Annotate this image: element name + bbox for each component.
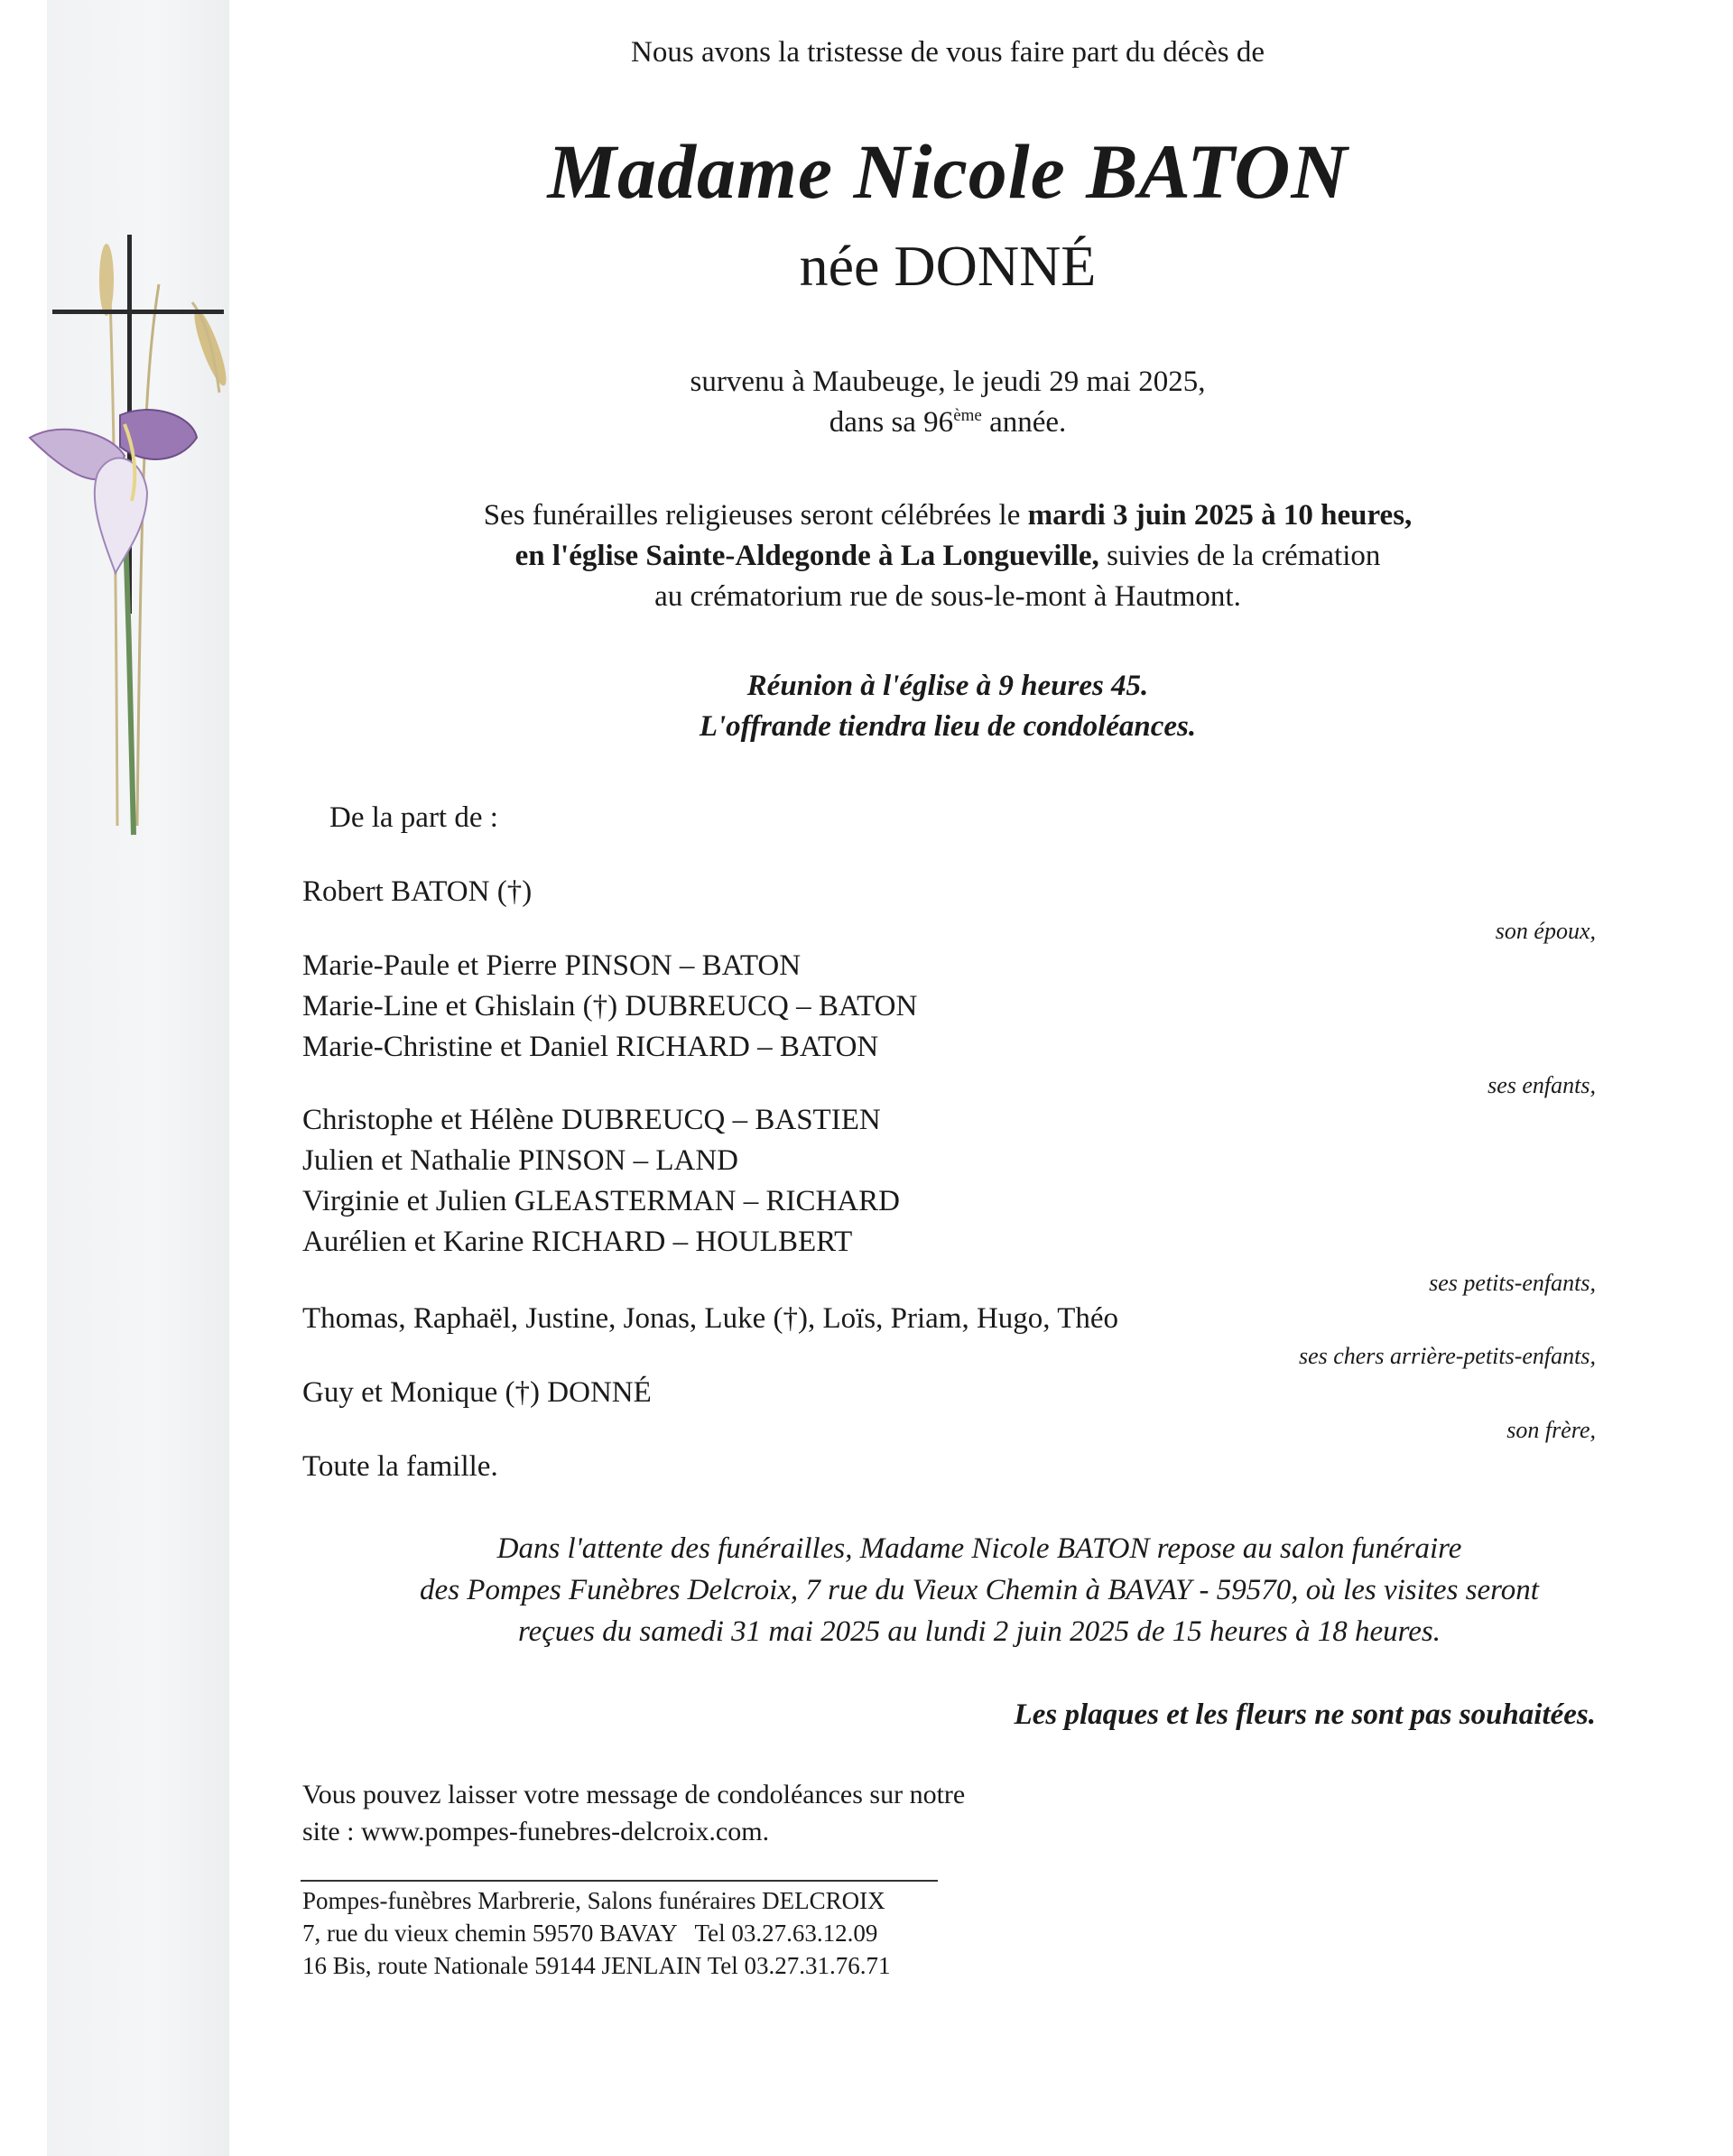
cross-and-lily-icon xyxy=(25,230,251,844)
child-2: Marie-Line et Ghislain (†) DUBREUCQ – BATON xyxy=(302,990,918,1022)
rest-line-1: Dans l'attente des funérailles, Madame Nicole BATON repose au salon funéraire xyxy=(496,1532,1462,1565)
flowers-note: Les plaques et les fleurs ne sont pas souhaitées. xyxy=(1014,1698,1596,1731)
death-line: survenu à Maubeuge, le jeudi 29 mai 2025, xyxy=(690,366,1206,398)
great-grandchildren: Thomas, Raphaël, Justine, Jonas, Luke (†), Loïs, Priam, Hugo, Théo xyxy=(302,1302,1119,1335)
meeting-line: Réunion à l'église à 9 heures 45. xyxy=(746,670,1149,702)
spouse-name: Robert BATON (†) xyxy=(302,875,533,908)
funeral-date: mardi 3 juin 2025 à 10 heures, xyxy=(1027,499,1413,532)
grandchild-3: Virginie et Julien GLEASTERMAN – RICHARD xyxy=(302,1185,900,1217)
brother-name: Guy et Monique (†) DONNÉ xyxy=(302,1376,652,1409)
offering-line: L'offrande tiendra lieu de condoléances. xyxy=(699,710,1197,743)
footer-company: Pompes-funèbres Marbrerie, Salons funéraires DELCROIX xyxy=(302,1887,885,1914)
condolences-line-1: Vous pouvez laisser votre message de condoléances sur notre xyxy=(302,1780,966,1809)
funeral-line-1-plain: Ses funérailles religieuses seront célébrées le xyxy=(483,499,1028,532)
whole-family: Toute la famille. xyxy=(302,1450,498,1483)
footer-address-bavay: 7, rue du vieux chemin 59570 BAVAY Tel 03.27.63.12.09 xyxy=(302,1920,878,1947)
children-label: ses enfants, xyxy=(1487,1072,1596,1098)
family-intro: De la part de : xyxy=(329,801,498,834)
deceased-name: Madame Nicole BATON xyxy=(547,128,1348,215)
child-1: Marie-Paule et Pierre PINSON – BATON xyxy=(302,949,802,982)
grandchild-1: Christophe et Hélène DUBREUCQ – BASTIEN xyxy=(302,1104,881,1136)
funeral-line-2 xyxy=(253,540,1643,573)
age-suffix: année. xyxy=(981,406,1067,439)
spouse-label: son époux, xyxy=(1495,918,1596,944)
age-line xyxy=(253,406,1643,440)
maiden-name: née DONNÉ xyxy=(799,234,1097,298)
funeral-line-2-plain: suivies de la crémation xyxy=(1098,540,1381,572)
child-3: Marie-Christine et Daniel RICHARD – BATON xyxy=(302,1031,879,1063)
brother-label: son frère, xyxy=(1506,1417,1596,1443)
funeral-church: en l'église Sainte-Aldegonde à La Longueville, xyxy=(514,540,1099,572)
rest-line-2: des Pompes Funèbres Delcroix, 7 rue du Vieux Chemin à BAVAY - 59570, où les visites seront xyxy=(420,1574,1539,1606)
funeral-line-3: au crématorium rue de sous-le-mont à Hautmont. xyxy=(654,580,1241,613)
rest-line-3: reçues du samedi 31 mai 2025 au lundi 2 juin 2025 de 15 heures à 18 heures. xyxy=(518,1615,1441,1648)
grandchild-4: Aurélien et Karine RICHARD – HOULBERT xyxy=(302,1226,853,1258)
age-superscript: ème xyxy=(953,406,982,425)
great-grandchildren-label: ses chers arrière-petits-enfants, xyxy=(1298,1343,1596,1369)
footer-address-jenlain: 16 Bis, route Nationale 59144 JENLAIN Tel 03.27.31.76.71 xyxy=(302,1952,891,1979)
age-prefix: dans sa 96 xyxy=(829,406,954,439)
intro-line: Nous avons la tristesse de vous faire part du décès de xyxy=(631,36,1265,69)
funeral-line-1 xyxy=(253,499,1643,532)
footer-divider xyxy=(301,1880,938,1882)
grandchildren-label: ses petits-enfants, xyxy=(1429,1270,1596,1296)
condolences-line-2: site : www.pompes-funebres-delcroix.com. xyxy=(302,1817,770,1846)
grandchild-2: Julien et Nathalie PINSON – LAND xyxy=(302,1144,739,1177)
